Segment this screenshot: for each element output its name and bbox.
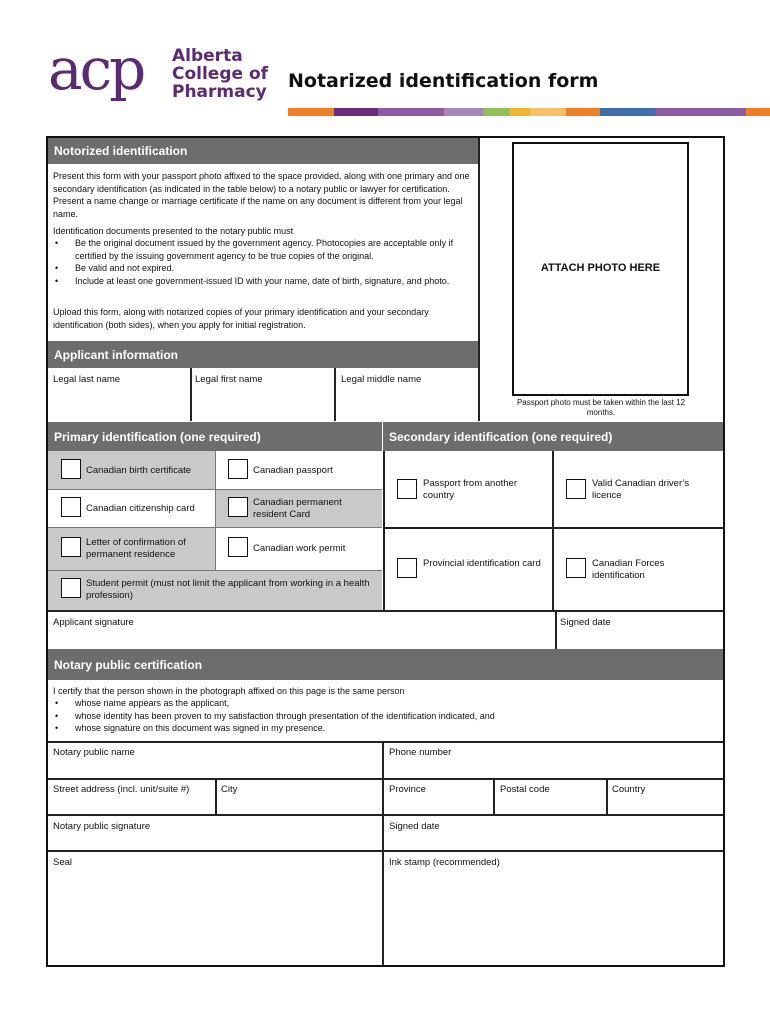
primary-option-label: Canadian birth certificate xyxy=(86,465,192,476)
notorized-bullets xyxy=(53,237,471,287)
logo-mark: acp xyxy=(48,35,144,103)
applicant-heading: Applicant information xyxy=(48,341,478,368)
ink-stamp-field[interactable]: Ink stamp (recommended) xyxy=(389,857,500,868)
legal-middle-name-field[interactable]: Legal middle name xyxy=(341,374,422,385)
logo xyxy=(46,35,276,132)
notorized-bullet: • Be the original document issued by the government agency. Photocopies are acceptable only if certified by the issuing government agency to be true copies of the original. xyxy=(53,237,471,262)
notary-bullets xyxy=(53,697,713,735)
notorized-heading: Notorized identification xyxy=(48,138,478,164)
photo-label: ATTACH PHOTO HERE xyxy=(540,262,661,274)
secondary-id-heading: Secondary identification (one required) xyxy=(383,422,723,451)
notary-heading: Notary public certification xyxy=(48,649,723,680)
canadian-birth-certificate-checkbox[interactable] xyxy=(61,459,81,479)
logo-line1: Alberta xyxy=(172,46,243,66)
secondary-option-label: Provincial identification card xyxy=(423,558,541,569)
student-permit-checkbox[interactable] xyxy=(61,578,81,598)
notary-signature-field[interactable]: Notary public signature xyxy=(53,821,151,832)
primary-option-label: Letter of confirmation of permanent residence xyxy=(86,537,186,560)
logo-line3: Pharmacy xyxy=(172,82,267,102)
canadian-drivers-licence-checkbox[interactable] xyxy=(566,479,586,499)
letter-of-confirmation-checkbox[interactable] xyxy=(61,537,81,557)
logo-line2: College of xyxy=(172,64,269,84)
postal-code-field[interactable]: Postal code xyxy=(500,784,550,795)
city-field[interactable]: City xyxy=(221,784,238,795)
primary-option-label: Student permit (must not limit the applicant from working in a health profession) xyxy=(86,578,370,601)
provincial-identification-card-checkbox[interactable] xyxy=(397,558,417,578)
street-address-field[interactable]: Street address (incl. unit/suite #) xyxy=(53,784,190,795)
canadian-permanent-resident-card-checkbox[interactable] xyxy=(228,497,248,517)
canadian-passport-checkbox[interactable] xyxy=(228,459,248,479)
primary-option-label: Canadian citizenship card xyxy=(86,503,195,514)
notary-bullet: • whose name appears as the applicant, xyxy=(53,697,713,710)
passport-from-another-country-checkbox[interactable] xyxy=(397,479,417,499)
color-stripe xyxy=(288,108,770,116)
legal-first-name-field[interactable]: Legal first name xyxy=(195,374,263,385)
primary-id-heading: Primary identification (one required) xyxy=(48,422,382,451)
notary-bullet: • whose identity has been proven to my satisfaction through presentation of the identification indicated, and xyxy=(53,710,713,723)
photo-note: Passport photo must be taken within the last 12 months. xyxy=(516,398,686,417)
notorized-para3: Upload this form, along with notarized copies of your primary identification and your secondary identification (both sides), when you apply for initial registration. xyxy=(53,307,429,330)
applicant-signed-date-field[interactable]: Signed date xyxy=(560,617,611,628)
notary-name-field[interactable]: Notary public name xyxy=(53,747,135,758)
province-field[interactable]: Province xyxy=(389,784,426,795)
canadian-citizenship-card-checkbox[interactable] xyxy=(61,497,81,517)
primary-option-label: Canadian work permit xyxy=(253,543,346,554)
notorized-para2: Identification documents presented to the notary public must xyxy=(53,226,294,236)
page-title: Notarized identification form xyxy=(288,70,599,92)
notary-bullet: • whose signature on this document was signed in my presence. xyxy=(53,722,713,735)
country-field[interactable]: Country xyxy=(612,784,646,795)
canadian-forces-identification-checkbox[interactable] xyxy=(566,558,586,578)
legal-last-name-field[interactable]: Legal last name xyxy=(53,374,121,385)
notorized-bullet: • Include at least one government-issued ID with your name, date of birth, signature, and photo. xyxy=(53,275,471,288)
phone-number-field[interactable]: Phone number xyxy=(389,747,452,758)
notary-intro: I certify that the person shown in the photograph affixed on this page is the same person xyxy=(53,686,405,696)
notorized-para1: Present this form with your passport photo affixed to the space provided, along with one primary and one secondary identification (as indicated in the table below) to a notary public or lawyer for certification. Present a name change or marriage certificate if the name on any document is different from your legal name. xyxy=(53,171,470,219)
notary-signed-date-field[interactable]: Signed date xyxy=(389,821,440,832)
primary-option-label: Canadian permanent resident Card xyxy=(253,497,342,520)
notorized-bullet: • Be valid and not expired. xyxy=(53,262,471,275)
secondary-option-label: Passport from another country xyxy=(423,478,517,501)
canadian-work-permit-checkbox[interactable] xyxy=(228,537,248,557)
applicant-signature-field[interactable]: Applicant signature xyxy=(53,617,134,628)
primary-option-label: Canadian passport xyxy=(253,465,333,476)
secondary-option-label: Canadian Forces identification xyxy=(592,558,665,581)
secondary-option-label: Valid Canadian driver’s licence xyxy=(592,478,690,501)
seal-field[interactable]: Seal xyxy=(53,857,73,868)
